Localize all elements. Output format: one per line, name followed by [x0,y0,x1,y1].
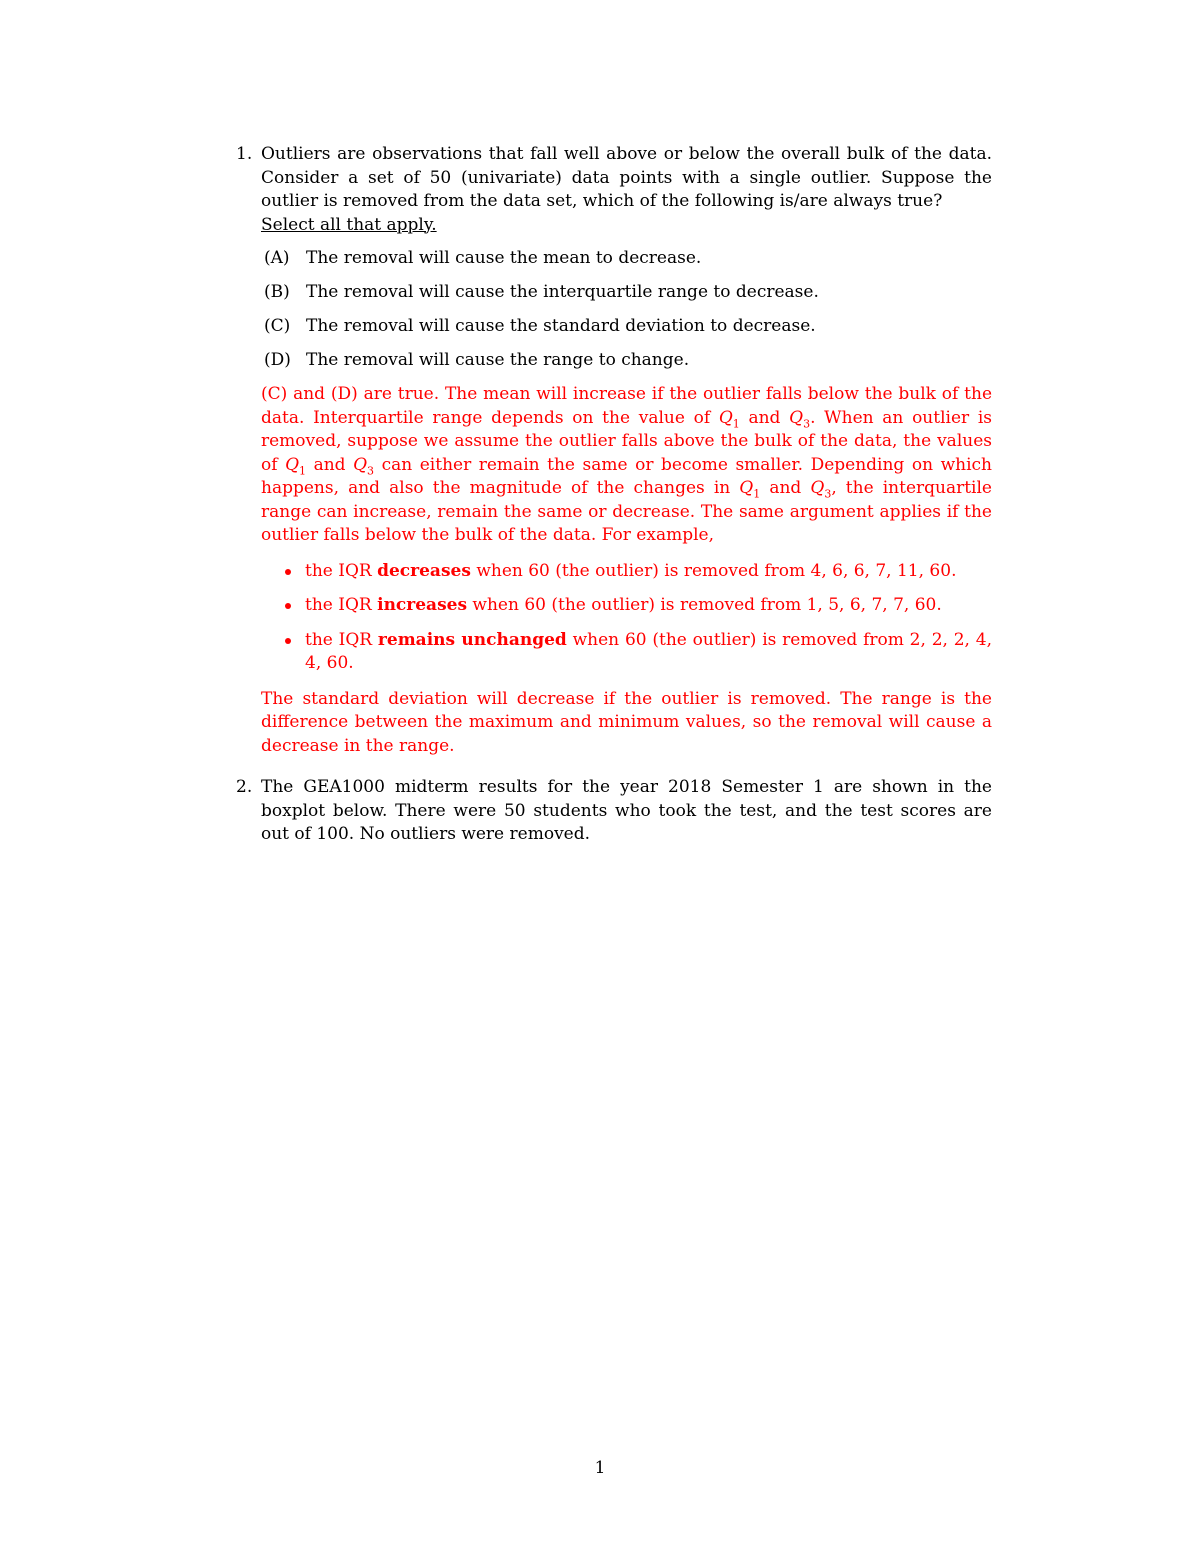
option-a-letter: (A) [264,248,290,268]
bullet-post: when 60 (the outlier) is removed from 1, 5, 6, 7, 7, 60. [467,595,942,615]
bullet-post: when 60 (the outlier) is removed from 2, 2, 2, 4, 4, 60. [305,629,992,673]
question-2 [236,776,992,847]
answer-paragraph-1 [261,383,992,548]
question-2-number: 2. [236,777,253,797]
list-item [279,560,992,584]
option-d-text: The removal will cause the range to change. [306,350,690,370]
bullet-pre: the IQR [305,560,378,581]
bullet-post: when 60 (the outlier) is removed from 4, 6, 6, 7, 11, 60. [470,560,957,581]
option-a-text: The removal will cause the mean to decrease. [306,248,702,268]
q1-subscript: 1 [299,463,307,477]
bullet-bold: remains unchanged [377,629,567,650]
option-b [264,281,992,305]
q3-symbol: Q [353,454,368,475]
question-1-options [264,247,992,373]
and-text-2: and [306,454,354,475]
question-1 [236,143,992,758]
answer-text-d: , the interquartile range can increase, remain the same or decrease. The same argument applies if the outlier falls below the bulk of the data. For example, [261,478,992,545]
question-1-text [261,143,992,237]
q3-subscript: 3 [803,416,811,430]
and-text-3: and [760,478,811,498]
option-b-text: The removal will cause the interquartile range to decrease. [306,282,819,302]
answer-paragraph-2: The standard deviation will decrease if the outlier is removed. The range is the difference between the maximum and minimum values, so the removal will cause a decrease in the range. [261,688,992,756]
q3-subscript: 3 [824,487,832,501]
select-all-instruction: Select all that apply. [261,214,437,235]
example-list [279,560,992,676]
question-1-stem: Outliers are observations that fall well above or below the overall bulk of the data. Consider a set of 50 (univariate) data points with a single outlier. Suppose the outlier is removed from the data set, which of the following is/are always true? [261,144,992,211]
question-2-text: The GEA1000 midterm results for the year 2018 Semester 1 are shown in the boxplot below. There were 50 students who took the test, and the test scores are out of 100. No outliers were removed. [261,777,992,844]
option-b-letter: (B) [264,282,290,302]
bullet-bold: increases [377,595,468,615]
q1-symbol: Q [739,478,754,498]
option-c-letter: (C) [264,316,291,336]
list-item [279,594,992,618]
question-1-number: 1. [236,144,253,164]
option-d-letter: (D) [264,350,291,370]
q3-symbol: Q [810,478,825,498]
option-c-text: The removal will cause the standard deviation to decrease. [306,316,816,336]
bullet-pre: the IQR [305,595,378,615]
question-1-answer [261,383,992,758]
option-d [264,349,992,373]
bullet-pre: the IQR [305,629,378,650]
option-c [264,315,992,339]
q3-symbol: Q [789,407,804,428]
q1-symbol: Q [718,407,733,428]
option-a [264,247,992,271]
answer-text-c: can either remain the same or become smaller. Depending on which happens, and also the magnitude of the changes in [261,454,992,498]
q1-subscript: 1 [753,487,761,501]
bullet-bold: decreases [377,560,471,581]
q3-subscript: 3 [367,463,375,477]
q1-subscript: 1 [732,416,740,430]
page-number: 1 [594,1458,606,1478]
answer-text-b: . When an outlier is removed, suppose we assume the outlier falls above the bulk of the data, the values of [261,407,992,475]
q1-symbol: Q [285,454,300,475]
and-text-1: and [739,407,790,428]
answer-text-a: (C) and (D) are true. The mean will increase if the outlier falls below the bulk of the data. Interquartile range depends on the value of [261,384,992,428]
list-item [279,629,992,676]
